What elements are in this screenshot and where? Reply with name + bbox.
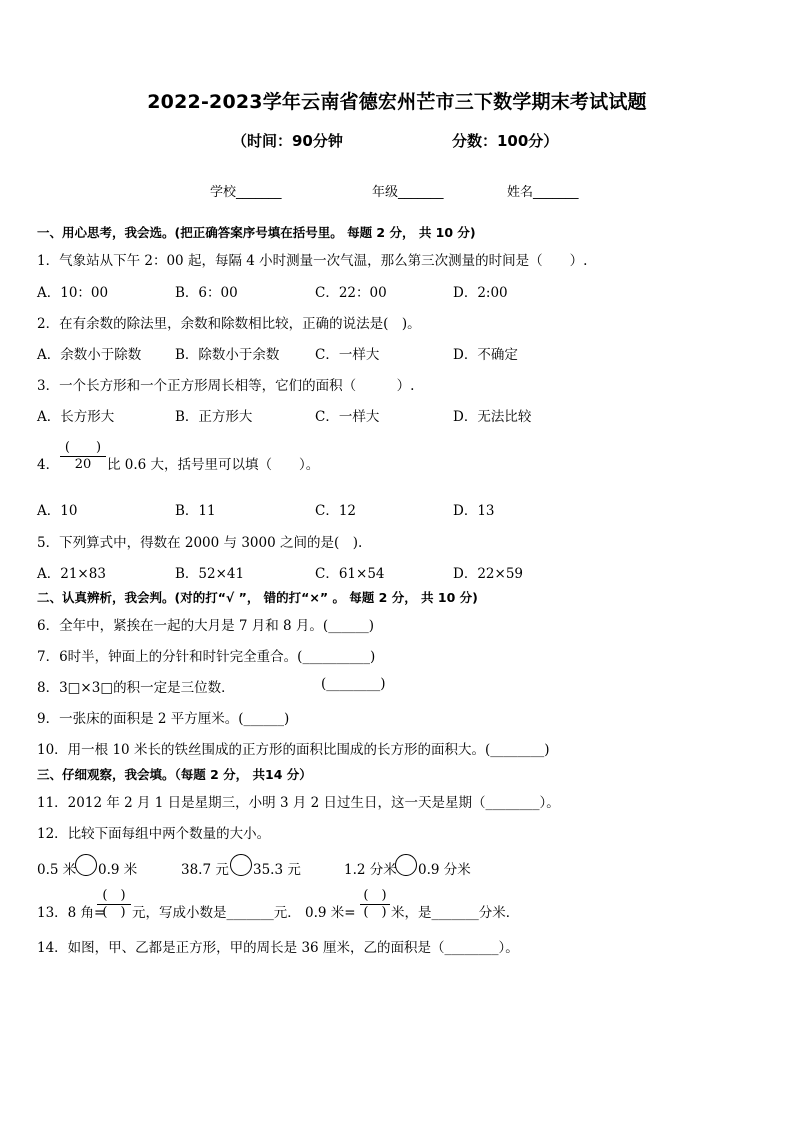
q1-option-b[interactable]: B．6：00 <box>175 285 238 301</box>
q3-option-c[interactable]: C．一样大 <box>315 409 380 425</box>
question-5: 5．下列算式中，得数在 2000 与 3000 之间的是( ). <box>37 535 363 551</box>
q13-fraction-2 <box>360 888 390 921</box>
question-13-tail: 米，是_______分米． <box>391 905 520 921</box>
q12-pair1-right: 0.9 米 <box>98 862 138 878</box>
q4-fraction <box>60 440 106 473</box>
q5-option-d[interactable]: D．22×59 <box>453 566 523 582</box>
q5-option-c[interactable]: C．61×54 <box>315 566 385 582</box>
q13-fraction-2-numerator[interactable]: ( ) <box>360 888 390 905</box>
q13-fraction-2-denominator[interactable]: ( ) <box>363 905 387 920</box>
school-field[interactable]: 学校_______ <box>210 185 282 200</box>
q12-pair1-left: 0.5 米 <box>37 862 77 878</box>
q12-compare-circle-2[interactable] <box>230 854 252 876</box>
q2-option-d[interactable]: D．不确定 <box>453 347 518 363</box>
section-heading-2: 二、认真辨析，我会判。(对的打“√ ”， 错的打“×” 。 每题 2 分， 共 10 分) <box>37 590 478 605</box>
q1-option-d[interactable]: D．2:00 <box>453 285 508 301</box>
grade-field[interactable]: 年级_______ <box>372 185 444 200</box>
section-heading-1: 一、用心思考，我会选。(把正确答案序号填在括号里。 每题 2 分， 共 10 分) <box>37 225 476 240</box>
q8-answer-blank[interactable]: (________) <box>321 676 386 692</box>
q13-fraction-1-denominator[interactable]: ( ) <box>102 905 126 920</box>
q4-fraction-denominator: 20 <box>74 457 92 472</box>
q1-option-c[interactable]: C．22：00 <box>315 285 387 301</box>
question-4-prefix: 4． <box>37 457 60 473</box>
q13-fraction-1-numerator[interactable]: ( ) <box>97 888 131 905</box>
question-13-prefix: 13．8 角= <box>37 905 106 921</box>
q12-pair2-right: 35.3 元 <box>253 862 301 878</box>
question-6: 6．全年中，紧挨在一起的大月是 7 月和 8 月。(______) <box>37 618 374 634</box>
q12-compare-circle-3[interactable] <box>395 854 417 876</box>
q2-option-c[interactable]: C．一样大 <box>315 347 380 363</box>
q4-option-c[interactable]: C．12 <box>315 503 357 519</box>
q12-pair3-right: 0.9 分米 <box>418 862 471 878</box>
q5-option-a[interactable]: A．21×83 <box>37 566 106 582</box>
name-field[interactable]: 姓名_______ <box>507 185 579 200</box>
question-8: 8．3□×3□的积一定是三位数． <box>37 680 235 696</box>
q4-option-b[interactable]: B．11 <box>175 503 216 519</box>
q5-option-b[interactable]: B．52×41 <box>175 566 245 582</box>
q3-option-b[interactable]: B．正方形大 <box>175 409 253 425</box>
question-4: 比 0.6 大，括号里可以填（ ）。 <box>107 457 320 473</box>
question-2: 2．在有余数的除法里，余数和除数相比较，正确的说法是( )。 <box>37 316 421 332</box>
q1-option-a[interactable]: A．10：00 <box>37 285 109 301</box>
q4-option-d[interactable]: D．13 <box>453 503 495 519</box>
question-1: 1．气象站从下午 2：00 起，每隔 4 小时测量一次气温，那么第三次测量的时间是（ ）. <box>37 253 588 269</box>
q12-compare-circle-1[interactable] <box>75 854 97 876</box>
question-9: 9．一张床的面积是 2 平方厘米。(______) <box>37 711 290 727</box>
q3-option-a[interactable]: A．长方形大 <box>37 409 115 425</box>
section-heading-3: 三、仔细观察，我会填。（每题 2 分， 共14 分） <box>37 767 312 782</box>
q3-option-d[interactable]: D．无法比较 <box>453 409 532 425</box>
q4-option-a[interactable]: A．10 <box>37 503 78 519</box>
q2-option-a[interactable]: A．余数小于除数 <box>37 347 142 363</box>
exam-time: （时间：90分钟 <box>232 132 343 150</box>
question-14: 14．如图，甲、乙都是正方形，甲的周长是 36 厘米，乙的面积是（________）。 <box>37 940 519 956</box>
question-12: 12．比较下面每组中两个数量的大小。 <box>37 826 271 842</box>
q2-option-b[interactable]: B．除数小于余数 <box>175 347 280 363</box>
page-title: 2022-2023学年云南省德宏州芒市三下数学期末考试试题 <box>147 91 647 113</box>
q4-fraction-numerator[interactable]: ( ) <box>60 440 106 457</box>
question-3: 3．一个长方形和一个正方形周长相等，它们的面积（ ）. <box>37 378 415 394</box>
question-13-middle: 元，写成小数是_______元． 0.9 米= <box>132 905 356 921</box>
question-7: 7．6时半，钟面上的分针和时针完全重合。(__________) <box>37 649 376 665</box>
q13-fraction-1 <box>97 888 131 921</box>
q12-pair2-left: 38.7 元 <box>181 862 229 878</box>
q12-pair3-left: 1.2 分米 <box>344 862 397 878</box>
question-11: 11．2012 年 2 月 1 日是星期三，小明 3 月 2 日过生日，这一天是星期（________）。 <box>37 795 560 811</box>
question-10: 10．用一根 10 米长的铁丝围成的正方形的面积比围成的长方形的面积大。(________) <box>37 742 550 758</box>
exam-score: 分数：100分） <box>452 132 559 150</box>
